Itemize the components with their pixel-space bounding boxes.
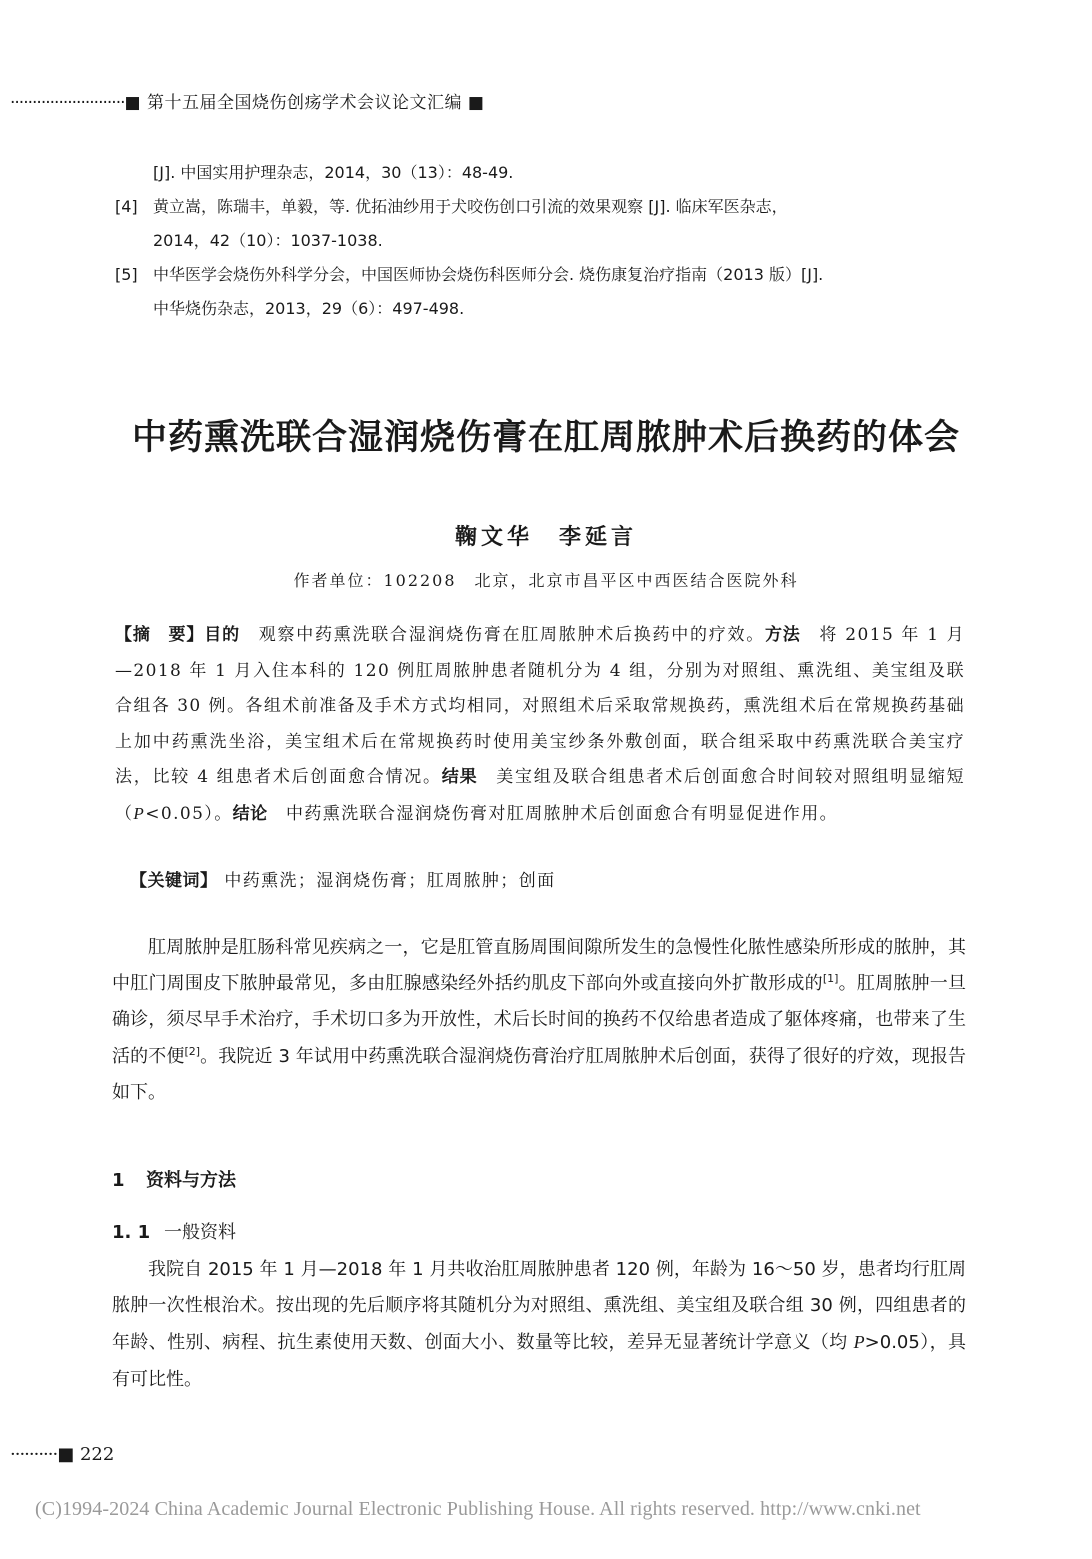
reference-line [115, 292, 975, 326]
intro-paragraph [112, 930, 966, 1111]
authors: 鞠文华 李延言 [454, 524, 637, 550]
general-text: 我院自 2015 年 1 月—2018 年 1 月共收治肛周脓肿患者 120 例，年龄为 16～50 岁，患者均行肛周脓肿一次性根治术。按出现的先后顺序将其随机分为对照组、熏洗组、美宝组及联合组 30 例，四组患者的年龄、性别、病程、抗生素使用天数、创面大小、数量等比较，差异无显著统计学意义（均 [112, 1259, 966, 1354]
keywords-label: 【关键词】 [130, 871, 218, 891]
abstract-label: 【摘 要】 [115, 625, 205, 645]
method-text: 将 2015 年 1 月—2018 年 1 月入住本科的 120 例肛周脓肿患者随机分为 4 组，分别为对照组、熏洗组、美宝组及联合组各 30 例。各组术前准备及手术方式均相同，对照组术后采取常规换药，熏洗组术后在常规换药基础上加中药熏洗坐浴，美宝组术后在常规换药时使用美宝纱条外敷创面，联合组采取中药熏洗联合美宝疗法，比较 4 组患者术后创面愈合情况。 [115, 625, 965, 787]
header-dots: ·························· [10, 93, 125, 113]
paper-title: 中药熏洗联合湿润烧伤膏在肛周脓肿术后换药的体会 [131, 417, 960, 458]
footer-dots: ·········· [10, 1444, 58, 1465]
abstract [115, 618, 965, 832]
section-heading [112, 1166, 236, 1192]
intro-text: 肛周脓肿是肛肠科常见疾病之一，它是肛管直肠周围间隙所发生的急慢性化脓性感染所形成的脓肿，其中肛门周围皮下脓肿最常见，多由肛腺感染经外括约肌皮下部向外或直接向外扩散形成的 [112, 937, 966, 995]
result-text-end: <0.05）。 [145, 803, 233, 824]
copyright-notice: (C)1994-2024 China Academic Journal Electronic Publishing House. All rights reserved. http://www.cnki.net [35, 1498, 921, 1520]
subsection-number: 1. 1 [112, 1222, 151, 1243]
general-text: >0.05），具有可比性。 [112, 1332, 966, 1390]
method-label: 方法 [764, 625, 801, 645]
general-paragraph [112, 1252, 966, 1398]
reference-text: 中华医学会烧伤外科学分会，中国医师协会烧伤科医师分会. 烧伤康复治疗指南（2013 版）[J]. [153, 265, 824, 284]
purpose-label: 目的 [204, 625, 240, 645]
intro-text: 。我院近 3 年试用中药熏洗联合湿润烧伤膏治疗肛周脓肿术后创面，获得了很好的疗效，现报告如下。 [112, 1045, 966, 1103]
reference-line [115, 190, 975, 224]
reference-line [115, 224, 975, 258]
section-number: 1 [112, 1170, 125, 1191]
intro-text: 。肛周脓肿一旦确诊，须尽早手术治疗，手术切口多为开放性，术后长时间的换药不仅给患者造成了躯体疼痛，也带来了生活的不便 [112, 973, 967, 1067]
affiliation: 作者单位：102208 北京，北京市昌平区中西医结合医院外科 [293, 571, 799, 590]
reference-text: 中华烧伤杂志，2013，29（6）：497-498. [153, 299, 465, 318]
reference-text: 黄立嵩，陈瑞丰，单毅，等. 优拓油纱用于犬咬伤创口引流的效果观察 [J]. 临床军医杂志， [153, 197, 788, 216]
running-header [10, 88, 484, 113]
header-text: ■ 第十五届全国烧伤创疡学术会议论文汇编 ■ [124, 93, 485, 113]
page-number: ■ 222 [57, 1444, 115, 1465]
reference-text: 2014，42（10）：1037-1038. [153, 231, 383, 250]
result-label: 结果 [441, 767, 478, 787]
keywords-text: 中药熏洗；湿润烧伤膏；肛周脓肿；创面 [224, 871, 556, 891]
p-symbol: P [853, 1332, 865, 1353]
reference-num: [4] [115, 197, 138, 216]
citation-1: [1] [822, 972, 839, 986]
purpose-text: 观察中药熏洗联合湿润烧伤膏在肛周脓肿术后换药中的疗效。 [239, 625, 765, 645]
subsection-title: 一般资料 [164, 1222, 236, 1243]
p-symbol: P [133, 803, 146, 823]
subsection-heading [112, 1218, 236, 1244]
reference-num: [5] [115, 265, 138, 284]
page-footer [10, 1444, 114, 1465]
citation-2: [2] [184, 1044, 201, 1058]
conclusion-text: 中药熏洗联合湿润烧伤膏对肛周脓肿术后创面愈合有明显促进作用。 [267, 803, 839, 824]
result-text: 美宝组及联合组患者术后创面愈合时间较对照组明显缩短（ [115, 767, 966, 824]
section-title: 资料与方法 [146, 1170, 236, 1191]
keywords [130, 866, 556, 891]
reference-line [115, 156, 975, 190]
reference-text: [J]. 中国实用护理杂志，2014，30（13）：48-49. [153, 163, 514, 182]
references [115, 156, 975, 326]
reference-line [115, 258, 975, 292]
conclusion-label: 结论 [232, 803, 268, 824]
